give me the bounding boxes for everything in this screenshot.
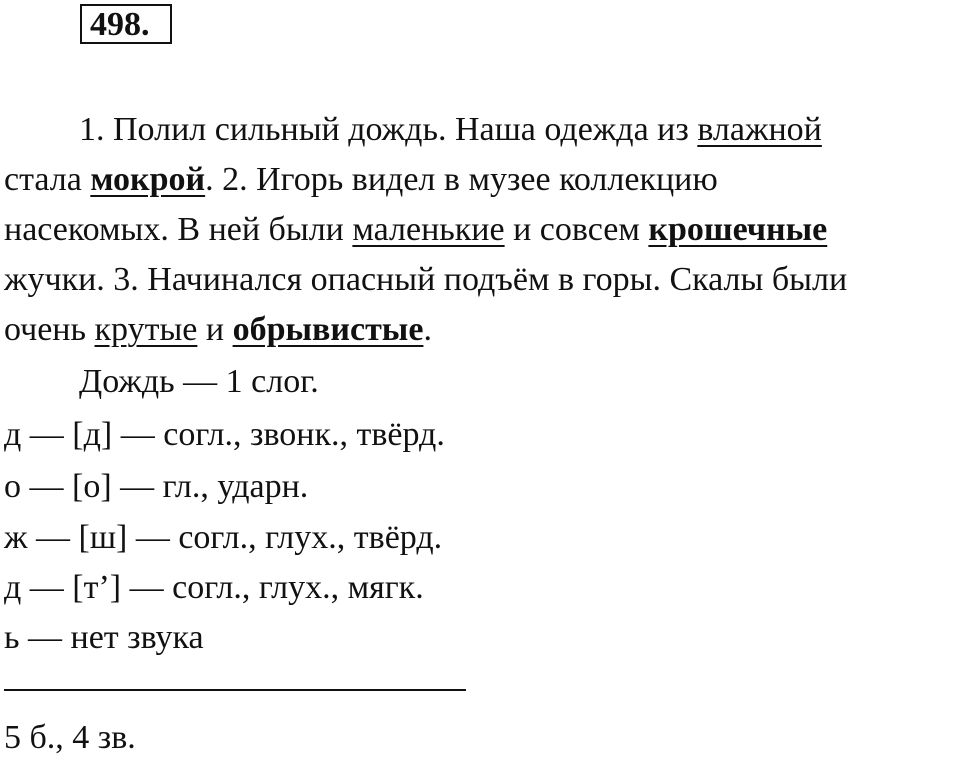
analysis-row: о — [о] — гл., ударн. <box>4 468 309 505</box>
paragraph-line-4: жучки. 3. Начинался опасный подъём в горы. Скалы были <box>4 261 848 298</box>
paragraph-line-1 <box>79 110 822 150</box>
text-span: . <box>423 311 432 348</box>
text-span: . 2. Игорь видел в музее коллекцию <box>205 161 718 198</box>
exercise-number: 498. <box>90 6 150 43</box>
analysis-heading: Дождь — 1 слог. <box>79 363 319 400</box>
underlined-word: влажной <box>697 111 822 148</box>
text-span: насекомых. В ней были <box>4 211 353 248</box>
text-span: и совсем <box>504 211 649 248</box>
analysis-row: д — [д] — согл., звонк., твёрд. <box>4 416 445 453</box>
underlined-word: маленькие <box>352 211 505 248</box>
paragraph-line-2 <box>4 160 718 200</box>
text-span: стала <box>4 161 91 198</box>
bold-underlined-word: обрывистые <box>232 311 424 348</box>
analysis-row: д — [т’] — согл., глух., мягк. <box>4 569 424 606</box>
divider-line <box>4 689 466 691</box>
text-span: очень <box>4 311 95 348</box>
analysis-summary: 5 б., 4 зв. <box>4 719 136 756</box>
text-span: и <box>197 311 233 348</box>
text-span: 1. Полил сильный дождь. Наша одежда из <box>79 111 698 148</box>
analysis-row: ь — нет звука <box>4 619 204 656</box>
paragraph-line-5 <box>4 310 432 350</box>
exercise-number-box <box>80 4 172 44</box>
paragraph-line-3 <box>4 210 827 250</box>
bold-underlined-word: крошечные <box>648 211 828 248</box>
underlined-word: крутые <box>94 311 198 348</box>
analysis-row: ж — [ш] — согл., глух., твёрд. <box>4 519 443 556</box>
bold-underlined-word: мокрой <box>90 161 206 198</box>
